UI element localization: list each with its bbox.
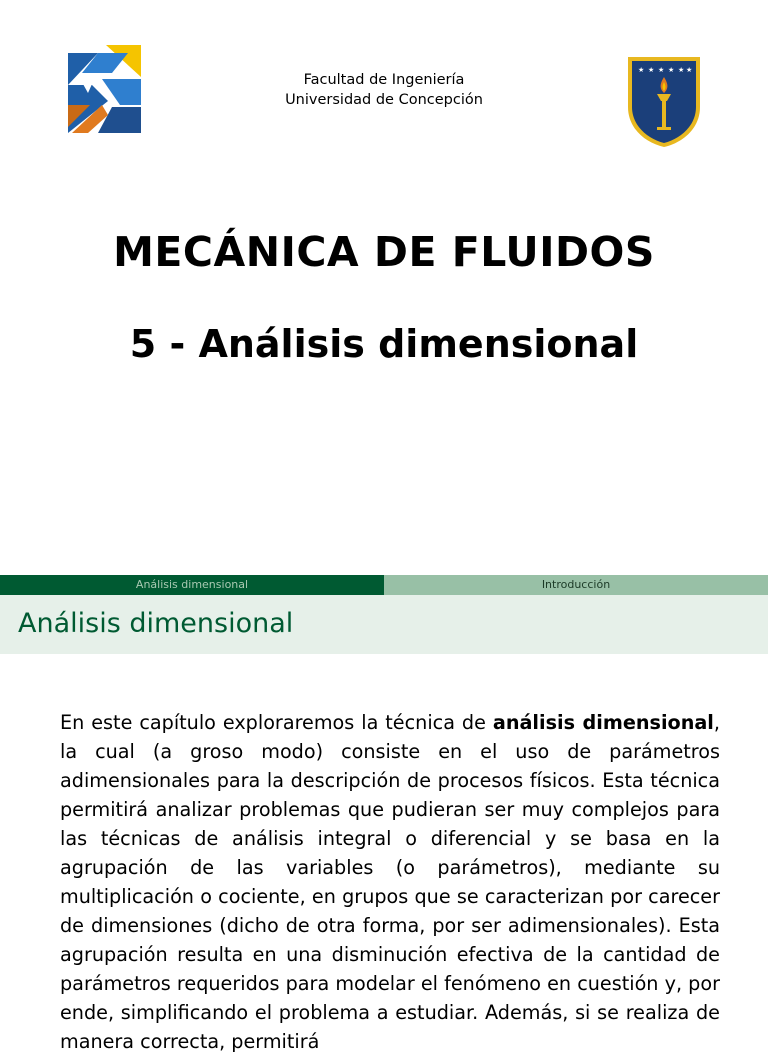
frame-title-bar (0, 595, 768, 654)
frame-title: Análisis dimensional (18, 608, 294, 639)
nav-subsection-link[interactable]: Introducción (384, 575, 768, 595)
body-text-rest: , la cual (a groso modo) consiste en el uso de parámetros adimensionales para la descripción de procesos físicos. Esta técnica permitirá analizar problemas que pudieran ser muy complejos para las técnicas de análisis integral o diferencial y se basa en la agrupación de las variables (o parámetros), mediante su multiplicación o cociente, en grupos que se caracterizan por carecer de dimensiones (dicho de otra forma, por ser adimensionales). Esta agrupación resulta en una disminución efectiva de la cantidad de parámetros requeridos para modelar el fenómeno en cuestión y, por ende, simplificando el problema a estudiar. Además, si se realiza de manera correcta, permitirá (60, 711, 720, 1053)
faculty-name: Facultad de Ingeniería (303, 72, 465, 88)
section-navigation-bar (0, 575, 768, 595)
university-shield (626, 55, 702, 148)
frame-body-text (60, 708, 720, 1056)
svg-text:★: ★ (658, 66, 665, 74)
svg-text:★: ★ (686, 66, 693, 74)
presentation-subtitle: 5 - Análisis dimensional (129, 322, 639, 366)
nav-section-link[interactable]: Análisis dimensional (0, 575, 384, 595)
body-text-keyword: análisis dimensional (492, 711, 714, 734)
svg-text:★: ★ (648, 66, 655, 74)
svg-text:★: ★ (638, 66, 645, 74)
svg-text:★: ★ (678, 66, 685, 74)
presentation-title: MECÁNICA DE FLUIDOS (113, 228, 655, 276)
svg-text:★: ★ (668, 66, 675, 74)
university-name: Universidad de Concepción (285, 92, 483, 108)
body-text-intro: En este capítulo exploraremos la técnica de (60, 711, 493, 734)
